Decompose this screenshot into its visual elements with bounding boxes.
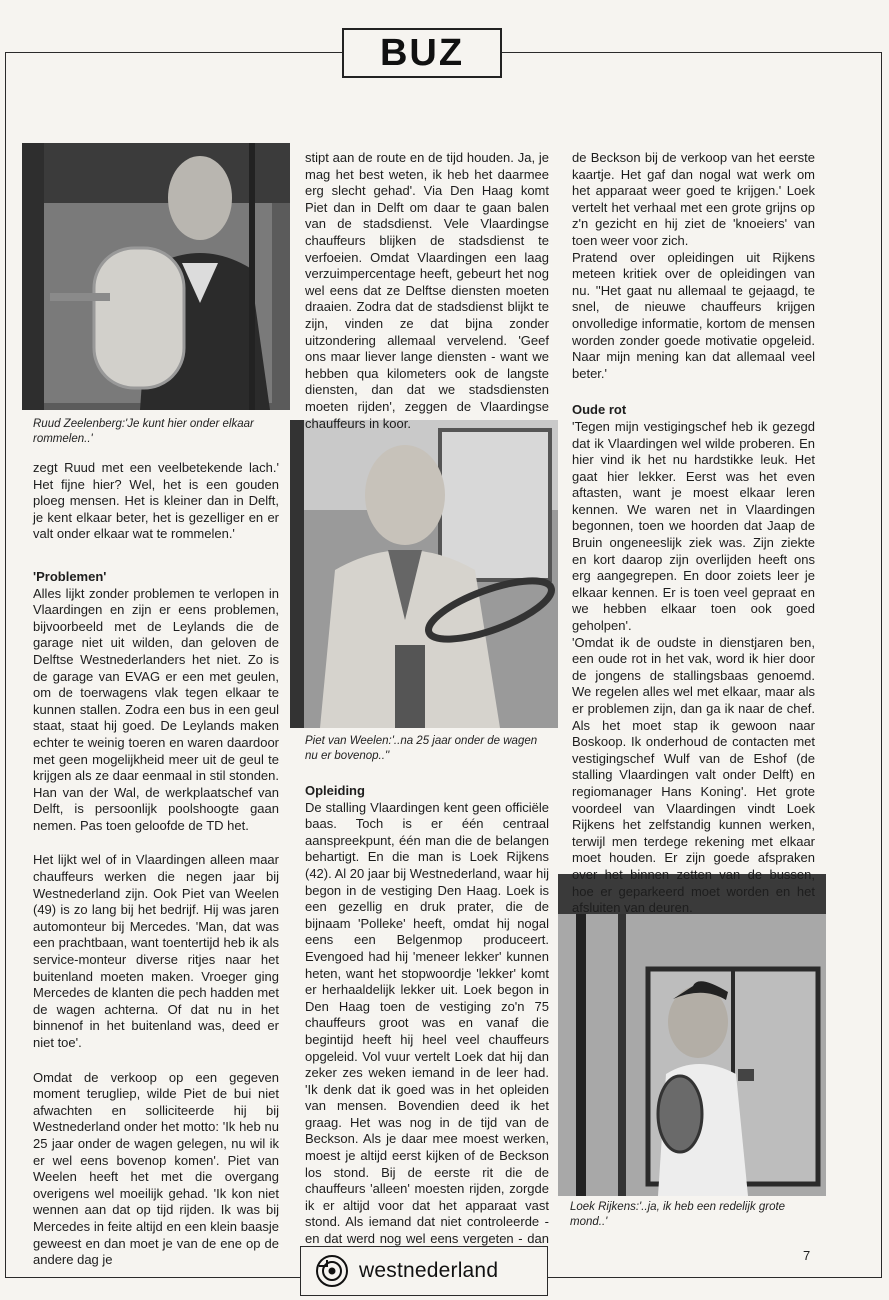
col3-heading-oude-rot: Oude rot xyxy=(572,402,627,418)
col2-paragraph-2: De stalling Vlaardingen kent geen officiële baas. Toch is er één centraal aanspreekpunt, één man die de belangen behartigt. En die man is Loek Rijkens (42). Al 20 jaar bij Westnederland, waar hij begon in de vestiging Den Haag. Loek is een gezellig en druk prater, die de bijnaam 'Polleke' heeft, omdat hij nogal eens een Belgenmop produceert. Evengoed had hij 'meneer lekker' kunnen heten, want het stopwoordje 'lekker' komt er herhaaldelijk lekker uit. Loek begon in Den Haag toen de vestiging zo'n 75 chauffeurs groot was en vanaf die begintijd heeft hij heel veel chauffeurs opgeleid. Vol vuur vertelt Loek dat hij dan zeker zes weken iemand in de leer had. 'Ik denk dat ik goed was in het opleiden van mensen. Bovendien deed ik het graag. Het was nog in de tijd van de Beckson. Als je daar mee moest werken, moest je altijd eerst kijken of de Beckson los stond. Bij de eerste rit die de chauffeurs 'alleen' moesten rijden, zorgde ik er altijd voor dat het apparaat vast stond. Als iemand dat niet controleerde - en dat werd nog wel eens vergeten - dan xyxy=(305,799,549,1247)
masthead-title: BUZ xyxy=(379,32,465,74)
photo-piet-van-weelen xyxy=(290,420,558,728)
col1-paragraph-3: Het lijkt wel of in Vlaardingen alleen maar chauffeurs werken die negen jaar bij Westnederland zijn. Ook Piet van Weelen (49) is zo lang bij het bedrijf. Hij was jaren automonteur bij Mercedes. 'Man, dat was een prachtbaan, want toentertijd heb ik als service-monteur diverse ritjes naar het buitenland moeten maken. Vroeger ging Mercedes de klanten die pech hadden met de wagen achterna. Of dat nu in het binnenof in het buitenland was, deed er niet toe'. xyxy=(33,852,279,1050)
masthead-logo xyxy=(342,28,502,78)
column-3 xyxy=(572,150,815,917)
col1-heading-problemen: 'Problemen' xyxy=(33,568,107,584)
col3-paragraph-2: Pratend over opleidingen uit Rijkens meteen kritiek over de opleidingen van nu. ''Het gaat nu allemaal te gejaagd, te snel, de nieuwe chauffeurs krijgen onvolledige informatie, kortom de mensen worden zonder goede motivatie opgeleid. Naar mijn mening kan dat allemaal veel beter.' xyxy=(572,249,815,381)
col1-paragraph-4: Omdat de verkoop op een gegeven moment terugliep, wilde Piet de bui niet afwachten en solliciteerde hij bij Westnederland onder het motto: 'Ik heb nu 25 jaar onder de wagen gelegen, nu wil ik er wel eens bovenop komen'. Piet van Weelen heeft het met die overgang overigens wel moeilijk gehad. 'Ik kon niet wennen aan dat op tijd rijden. Ik was bij Mercedes in feite altijd en een klein baasje geweest en dan moet je van de ene op de andere dag je xyxy=(33,1069,279,1268)
column-2-lower xyxy=(305,783,549,1264)
photo-ruud-zeelenberg xyxy=(22,143,290,410)
col1-paragraph-1: zegt Ruud met een veelbetekende lach.' Het fijne hier? Wel, het is een gouden ploeg mensen. Het is kleiner dan in Delft, je kent elkaar beter, het is gezelliger en er valt onder elkaar wat te rommelen.' xyxy=(33,460,279,542)
westnederland-emblem-icon xyxy=(315,1254,349,1288)
col3-paragraph-4: 'Omdat ik de oudste in dienstjaren ben, een oude rot in het vak, word ik hier door de jongens de stallingsbaas genoemd. We regelen alles wel met elkaar, maar als er problemen zijn, dan ga ik naar de chef. Als het moet stap ik gewoon naar Boskoop. Ik onderhoud de contacten met vestigingschef Wulf van de Eshof (de stalling Vlaardingen valt onder Delft) en regiomanager Hans Koning'. Het grote voordeel van Vlaardingen vindt Loek Rijkens het zelfstandig kunnen werken, terwijl men terdege rekening met elkaar moet houden. Er zijn goede afspraken over het binnen zetten van de bussen, hoe er geparkeerd moet worden en het afsluiten van deuren. xyxy=(572,634,815,916)
column-2 xyxy=(305,150,549,446)
col3-paragraph-3: 'Tegen mijn vestigingschef heb ik gezegd dat ik Vlaardingen wel wilde proberen. En hier vind ik het nu hardstikke leuk. Het gaat hier lekker. Eerst was het even aftasten, want je moest elkaar leren kennen. We waren net in Vlaardingen begonnen, toen we hoorden dat Jaap de Bruin ongeneeslijk ziek was. Zijn ziekte en kort daarop zijn overlijden heeft ons erg aangegrepen. En door zoiets leer je elkaar kennen. Er is toen veel gepraat en we hebben elkaar toen ook goed geholpen'. xyxy=(572,418,815,634)
footer-logo-text: westnederland xyxy=(359,1259,499,1282)
photo-loek-rijkens xyxy=(558,874,826,1196)
caption-photo3: Loek Rijkens:'..ja, ik heb een redelijk grote mond..' xyxy=(570,1201,786,1228)
col2-paragraph-1: stipt aan de route en de tijd houden. Ja, je mag het best weten, ik heb het daarmee erg slecht gehad'. Via Den Haag komt Piet dan in Delft om daar te gaan balen van de stadsdienst. Vele Vlaardingse chauffeurs blijken de stadsdienst te verfoeien. Omdat Vlaardingen een laag verzuimpercentage heeft, gebeurt het nog wel eens dat ze Delftse diensten moeten draaien. Zodra dat de stadsdienst blijkt te zijn, vinden ze dat bijna zonder uitzondering allemaal vervelend. 'Geef ons maar liever lange diensten - want we hebben qua kilometers ook de langste diensten, dan dat we stadsdiensten moeten rijden', zeggen de Vlaardingse chauffeurs in koor. xyxy=(305,150,549,431)
caption-photo2: Piet van Weelen:'..na 25 jaar onder de wagen nu er bovenop..'' xyxy=(305,735,538,762)
caption-photo1: Ruud Zeelenberg:'Je kunt hier onder elkaar rommelen..' xyxy=(33,418,254,445)
footer-westnederland-logo xyxy=(300,1246,548,1296)
page-number: 7 xyxy=(803,1248,811,1263)
col3-paragraph-1: de Beckson bij de verkoop van het eerste kaartje. Het gaf dan nogal wat werk om het apparaat weer goed te krijgen.' Loek vertelt het verhaal met een grote grijns op z'n gezicht en hij ziet de 'knoeiers' van toen weer voor zich. xyxy=(572,150,815,248)
column-1 xyxy=(33,460,279,1269)
col2-heading-opleiding: Opleiding xyxy=(305,783,365,798)
col1-paragraph-2: Alles lijkt zonder problemen te verlopen in Vlaardingen en zijn er eens problemen, bijvoorbeeld met de Leylands die de garage niet uit wilden, dan geloven de Delftse Westnederlanders het niet. Zo is de garage van EVAG er een met geulen, om de toerwagens vlak tegen elkaar te kunnen stallen. Zodra een bus in een geul staat, staat hij goed. De Leylands maken echter te weinig toeren en waren daardoor met geen mogelijkheid meer uit de geul te krijgen als ze daar eenmaal in stil stonden. Han van der Wal, de werkplaatschef van Delft, is persoonlijk poolshoogte gaan nemen. Pas toen geloofde de TD het. xyxy=(33,585,279,833)
